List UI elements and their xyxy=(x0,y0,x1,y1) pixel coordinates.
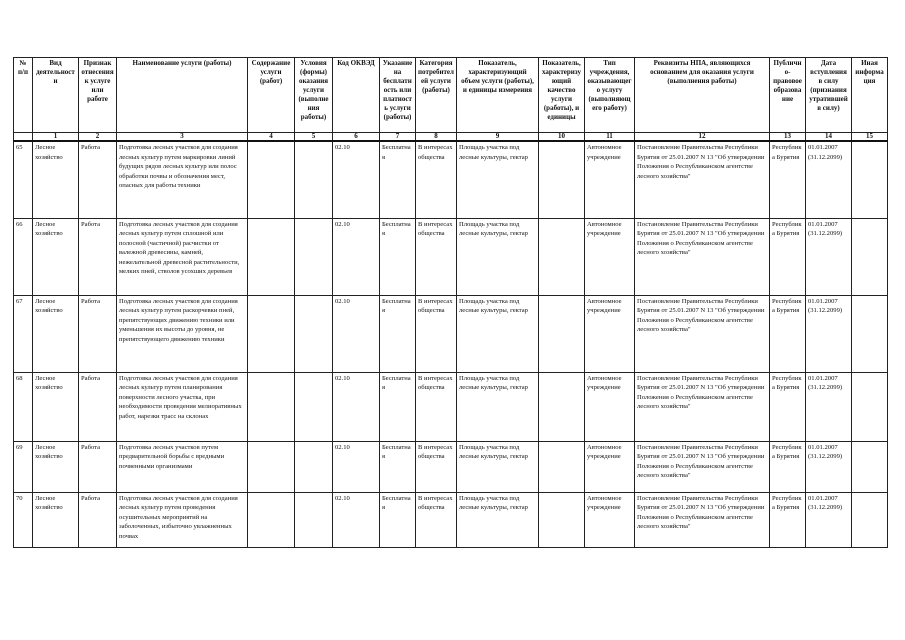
institution-type-cell: Автономное учреждение xyxy=(585,441,635,492)
institution-type-cell: Автономное учреждение xyxy=(585,141,635,218)
column-number-cell: 14 xyxy=(806,133,852,142)
npa-cell: Постановление Правительства Республики Бурятия от 25.01.2007 N 13 "Об утверждении Положения о Республиканском агентстве лесного хозяйства" xyxy=(635,218,770,295)
date-cell: 01.01.2007 (31.12.2099) xyxy=(806,492,852,547)
header-cell: Вид деятельности xyxy=(33,58,79,133)
table-row xyxy=(14,141,888,218)
column-number-cell: 15 xyxy=(852,133,888,142)
header-cell: Показатель, характеризующий качество услуги (работы), и единицы xyxy=(539,58,585,133)
header-cell: Иная информация xyxy=(852,58,888,133)
other-cell xyxy=(852,295,888,372)
row-number: 66 xyxy=(14,218,33,295)
payment-cell: Бесплатна я xyxy=(380,295,416,372)
entity-cell: Республик а Бурятия xyxy=(770,372,806,441)
header-cell: Реквизиты НПА, являющихся основанием для оказания услуги (выполнения работы) xyxy=(635,58,770,133)
table-row xyxy=(14,295,888,372)
activity-cell: Лесное хозяйство xyxy=(33,141,79,218)
column-number-cell: 12 xyxy=(635,133,770,142)
content-cell xyxy=(248,372,295,441)
header-cell: Содержание услуги (работ) xyxy=(248,58,295,133)
header-cell: Код ОКВЭД xyxy=(333,58,380,133)
volume-cell: Площадь участка под лесные культуры, гектар xyxy=(457,441,539,492)
npa-cell: Постановление Правительства Республики Бурятия от 25.01.2007 N 13 "Об утверждении Положения о Республиканском агентстве лесного хозяйства" xyxy=(635,372,770,441)
content-cell xyxy=(248,141,295,218)
column-number-cell: 10 xyxy=(539,133,585,142)
volume-cell: Площадь участка под лесные культуры, гектар xyxy=(457,492,539,547)
quality-cell xyxy=(539,492,585,547)
volume-cell: Площадь участка под лесные культуры, гектар xyxy=(457,218,539,295)
service-name-cell: Подготовка лесных участков для создания лесных культур путем сплошной или полосной (частичной) расчистки от валежной древесины, камней, нежелательной древесной растительности, мелких пней, стволов усохших деревьев xyxy=(117,218,248,295)
other-cell xyxy=(852,372,888,441)
entity-cell: Республик а Бурятия xyxy=(770,218,806,295)
table-body xyxy=(14,141,888,547)
column-number-cell: 5 xyxy=(295,133,333,142)
consumers-cell: В интересах общества xyxy=(416,218,457,295)
kind-cell: Работа xyxy=(79,372,117,441)
header-cell: Условия (формы) оказания услуги (выполнения работы) xyxy=(295,58,333,133)
quality-cell xyxy=(539,218,585,295)
okved-cell: 02.10 xyxy=(333,218,380,295)
consumers-cell: В интересах общества xyxy=(416,372,457,441)
quality-cell xyxy=(539,441,585,492)
content-cell xyxy=(248,218,295,295)
entity-cell: Республик а Бурятия xyxy=(770,141,806,218)
okved-cell: 02.10 xyxy=(333,492,380,547)
conditions-cell xyxy=(295,295,333,372)
institution-type-cell: Автономное учреждение xyxy=(585,295,635,372)
npa-cell: Постановление Правительства Республики Бурятия от 25.01.2007 N 13 "Об утверждении Положения о Республиканском агентстве лесного хозяйства" xyxy=(635,492,770,547)
content-cell xyxy=(248,441,295,492)
column-number-row xyxy=(14,133,888,142)
other-cell xyxy=(852,141,888,218)
content-cell xyxy=(248,492,295,547)
table-row xyxy=(14,218,888,295)
payment-cell: Бесплатна я xyxy=(380,441,416,492)
okved-cell: 02.10 xyxy=(333,441,380,492)
column-number-cell: 1 xyxy=(33,133,79,142)
conditions-cell xyxy=(295,492,333,547)
consumers-cell: В интересах общества xyxy=(416,441,457,492)
row-number: 69 xyxy=(14,441,33,492)
npa-cell: Постановление Правительства Республики Бурятия от 25.01.2007 N 13 "Об утверждении Положения о Республиканском агентстве лесного хозяйства" xyxy=(635,295,770,372)
row-number: 67 xyxy=(14,295,33,372)
kind-cell: Работа xyxy=(79,441,117,492)
okved-cell: 02.10 xyxy=(333,141,380,218)
date-cell: 01.01.2007 (31.12.2099) xyxy=(806,141,852,218)
institution-type-cell: Автономное учреждение xyxy=(585,218,635,295)
header-cell: № п/п xyxy=(14,58,33,133)
consumers-cell: В интересах общества xyxy=(416,295,457,372)
okved-cell: 02.10 xyxy=(333,372,380,441)
activity-cell: Лесное хозяйство xyxy=(33,218,79,295)
header-cell: Наименование услуги (работы) xyxy=(117,58,248,133)
column-number-cell xyxy=(14,133,33,142)
row-number: 70 xyxy=(14,492,33,547)
kind-cell: Работа xyxy=(79,492,117,547)
entity-cell: Республик а Бурятия xyxy=(770,492,806,547)
okved-cell: 02.10 xyxy=(333,295,380,372)
activity-cell: Лесное хозяйство xyxy=(33,295,79,372)
consumers-cell: В интересах общества xyxy=(416,141,457,218)
table-row xyxy=(14,492,888,547)
column-number-cell: 8 xyxy=(416,133,457,142)
header-cell: Публично-правовое образование xyxy=(770,58,806,133)
volume-cell: Площадь участка под лесные культуры, гектар xyxy=(457,141,539,218)
column-number-cell: 2 xyxy=(79,133,117,142)
institution-type-cell: Автономное учреждение xyxy=(585,492,635,547)
header-cell: Признак отнесения к услуге или работе xyxy=(79,58,117,133)
kind-cell: Работа xyxy=(79,295,117,372)
header-cell: Показатель, характеризующий объем услуги (работы), и единицы измерения xyxy=(457,58,539,133)
kind-cell: Работа xyxy=(79,141,117,218)
payment-cell: Бесплатна я xyxy=(380,141,416,218)
column-number-cell: 9 xyxy=(457,133,539,142)
service-name-cell: Подготовка лесных участков для создания лесных культур путем планирования поверхности лесного участка, при необходимости проведения мелиоративных работ, нарезки трасс на склонах xyxy=(117,372,248,441)
activity-cell: Лесное хозяйство xyxy=(33,441,79,492)
payment-cell: Бесплатна я xyxy=(380,372,416,441)
conditions-cell xyxy=(295,141,333,218)
service-name-cell: Подготовка лесных участков путем предварительной борьбы с вредными почвенными организмами xyxy=(117,441,248,492)
consumers-cell: В интересах общества xyxy=(416,492,457,547)
table-row xyxy=(14,372,888,441)
column-number-cell: 7 xyxy=(380,133,416,142)
date-cell: 01.01.2007 (31.12.2099) xyxy=(806,441,852,492)
entity-cell: Республик а Бурятия xyxy=(770,295,806,372)
other-cell xyxy=(852,218,888,295)
header-cell: Указание на бесплатность или платность услуги (работы) xyxy=(380,58,416,133)
service-name-cell: Подготовка лесных участков для создания лесных культур путем проведения осушительных мероприятий на заболоченных, избыточно увлажненных почвах xyxy=(117,492,248,547)
row-number: 68 xyxy=(14,372,33,441)
activity-cell: Лесное хозяйство xyxy=(33,372,79,441)
payment-cell: Бесплатна я xyxy=(380,492,416,547)
npa-cell: Постановление Правительства Республики Бурятия от 25.01.2007 N 13 "Об утверждении Положения о Республиканском агентстве лесного хозяйства" xyxy=(635,141,770,218)
table-row xyxy=(14,441,888,492)
column-number-cell: 6 xyxy=(333,133,380,142)
date-cell: 01.01.2007 (31.12.2099) xyxy=(806,295,852,372)
quality-cell xyxy=(539,295,585,372)
conditions-cell xyxy=(295,372,333,441)
other-cell xyxy=(852,492,888,547)
entity-cell: Республик а Бурятия xyxy=(770,441,806,492)
kind-cell: Работа xyxy=(79,218,117,295)
header-cell: Дата вступления в силу (признания утратившей в силу) xyxy=(806,58,852,133)
quality-cell xyxy=(539,372,585,441)
header-cell: Тип учреждения, оказывающего услугу (выполняющего работу) xyxy=(585,58,635,133)
other-cell xyxy=(852,441,888,492)
payment-cell: Бесплатна я xyxy=(380,218,416,295)
column-number-cell: 3 xyxy=(117,133,248,142)
conditions-cell xyxy=(295,218,333,295)
service-name-cell: Подготовка лесных участков для создания лесных культур путем маркировки линий будущих рядов лесных культур или полос обработки почвы и обозначения мест, опасных для работы техники xyxy=(117,141,248,218)
service-name-cell: Подготовка лесных участков для создания лесных культур путем раскорчевки пней, препятствующих движению техники или уменьшения их высоты до уровня, не препятствующего движению техники xyxy=(117,295,248,372)
volume-cell: Площадь участка под лесные культуры, гектар xyxy=(457,372,539,441)
institution-type-cell: Автономное учреждение xyxy=(585,372,635,441)
column-number-cell: 4 xyxy=(248,133,295,142)
npa-cell: Постановление Правительства Республики Бурятия от 25.01.2007 N 13 "Об утверждении Положения о Республиканском агентстве лесного хозяйства" xyxy=(635,441,770,492)
header-cell: Категория потребителей услуги (работы) xyxy=(416,58,457,133)
table-header xyxy=(14,58,888,142)
row-number: 65 xyxy=(14,141,33,218)
date-cell: 01.01.2007 (31.12.2099) xyxy=(806,372,852,441)
activity-cell: Лесное хозяйство xyxy=(33,492,79,547)
column-number-cell: 13 xyxy=(770,133,806,142)
date-cell: 01.01.2007 (31.12.2099) xyxy=(806,218,852,295)
header-row xyxy=(14,58,888,133)
services-table xyxy=(13,57,888,548)
conditions-cell xyxy=(295,441,333,492)
volume-cell: Площадь участка под лесные культуры, гектар xyxy=(457,295,539,372)
content-cell xyxy=(248,295,295,372)
quality-cell xyxy=(539,141,585,218)
column-number-cell: 11 xyxy=(585,133,635,142)
